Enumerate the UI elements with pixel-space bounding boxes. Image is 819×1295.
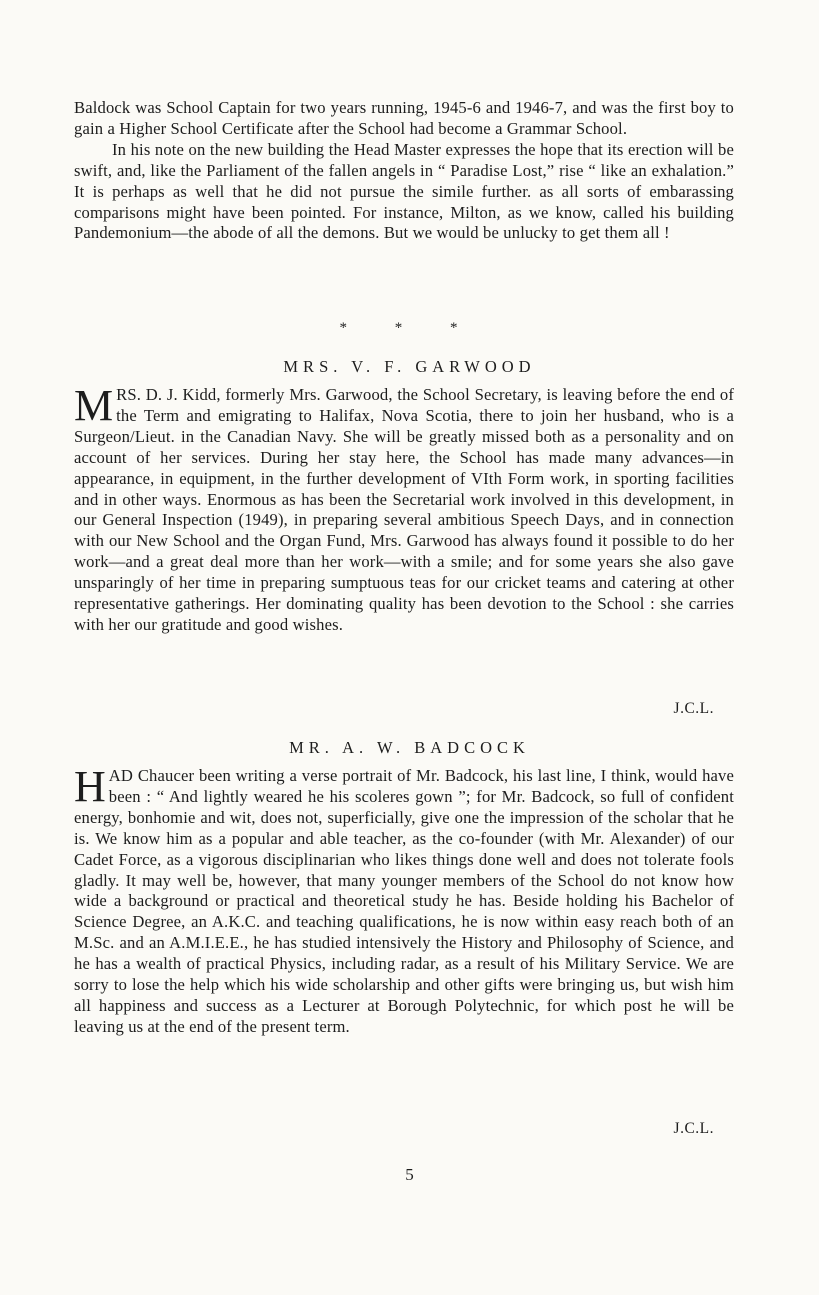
section-separator: * * * xyxy=(339,320,480,336)
intro-paragraph-1: Baldock was School Captain for two years running, 1945-6 and 1946-7, and was the first boy to gain a Higher School Certificate after the School had become a Grammar School. xyxy=(74,98,734,138)
article-heading-badcock: MR. A. W. BADCOCK xyxy=(289,738,530,757)
article-garwood-body xyxy=(74,381,734,636)
dropcap-m: M xyxy=(74,381,114,430)
article-badcock-body xyxy=(74,762,734,1038)
article-heading-garwood: MRS. V. F. GARWOOD xyxy=(283,357,536,376)
signature-badcock: J.C.L. xyxy=(673,1120,714,1137)
page-number: 5 xyxy=(405,1165,414,1184)
article-garwood-text: RS. D. J. Kidd, formerly Mrs. Garwood, the School Secretary, is leaving before the end of the Term and emigrating to Halifax, Nova Scotia, there to join her husband, who is a Surgeon/Lieut. in the Canadian Navy. She will be greatly missed both as a personality and on account of her services. During her stay here, the School has made many advances—in appearance, in equipment, in the further development of VIth Form work, in sporting facilities and in other ways. Enormous as has been the Secretarial work involved in this development, in our General Inspection (1949), in preparing several ambitious Speech Days, and in connection with our New School and the Organ Fund, Mrs. Garwood has always found it possible to do her work—and a great deal more than her work—with a smile; and for some years she also gave unsparingly of her time in preparing sumptuous teas for our cricket teams and catering at other representative gatherings. Her dominating quality has been devotion to the School : she carries with her our gratitude and good wishes. xyxy=(74,385,734,634)
intro-section xyxy=(74,98,734,244)
article-badcock-text: AD Chaucer been writing a verse portrait of Mr. Badcock, his last line, I think, would have been : “ And lightly weared he his scoleres gown ”; for Mr. Badcock, so full of confident energy, bonhomie and wit, does not, superficially, give one the impression of the scholar that he is. We know him as a popular and able teacher, as the co-founder (with Mr. Alexander) of our Cadet Force, as a vigorous disciplinarian who likes things done well and does not tolerate fools gladly. It may well be, however, that many younger members of the School do not know how wide a background or practical and theoretical study he has. Beside holding his Bachelor of Science Degree, an A.K.C. and teaching qualifications, he is now within easy reach both of an M.Sc. and an A.M.I.E.E., he has studied intensively the History and Philosophy of Science, and he has a wealth of practical Physics, including radar, as a result of his Military Service. We are sorry to lose the help which his wide scholarship and other gifts were bringing us, but wish him all happiness and success as a Lecturer at Borough Polytechnic, for which post he will be leaving us at the end of the present term. xyxy=(74,766,734,1036)
article-garwood xyxy=(74,381,734,636)
signature-garwood: J.C.L. xyxy=(673,700,714,717)
article-badcock xyxy=(74,762,734,1038)
dropcap-h: H xyxy=(74,762,106,811)
intro-paragraph-2: In his note on the new building the Head Master expresses the hope that its erection will be swift, and, like the Parliament of the fallen angels in “ Paradise Lost,” rise “ like an exhalation.” It is perhaps as well that he did not pursue the simile further. as all sorts of embarassing comparisons might have been pointed. For instance, Milton, as we know, called his building Pandemonium—the abode of all the demons. But we would be unlucky to get them all ! xyxy=(74,139,734,243)
